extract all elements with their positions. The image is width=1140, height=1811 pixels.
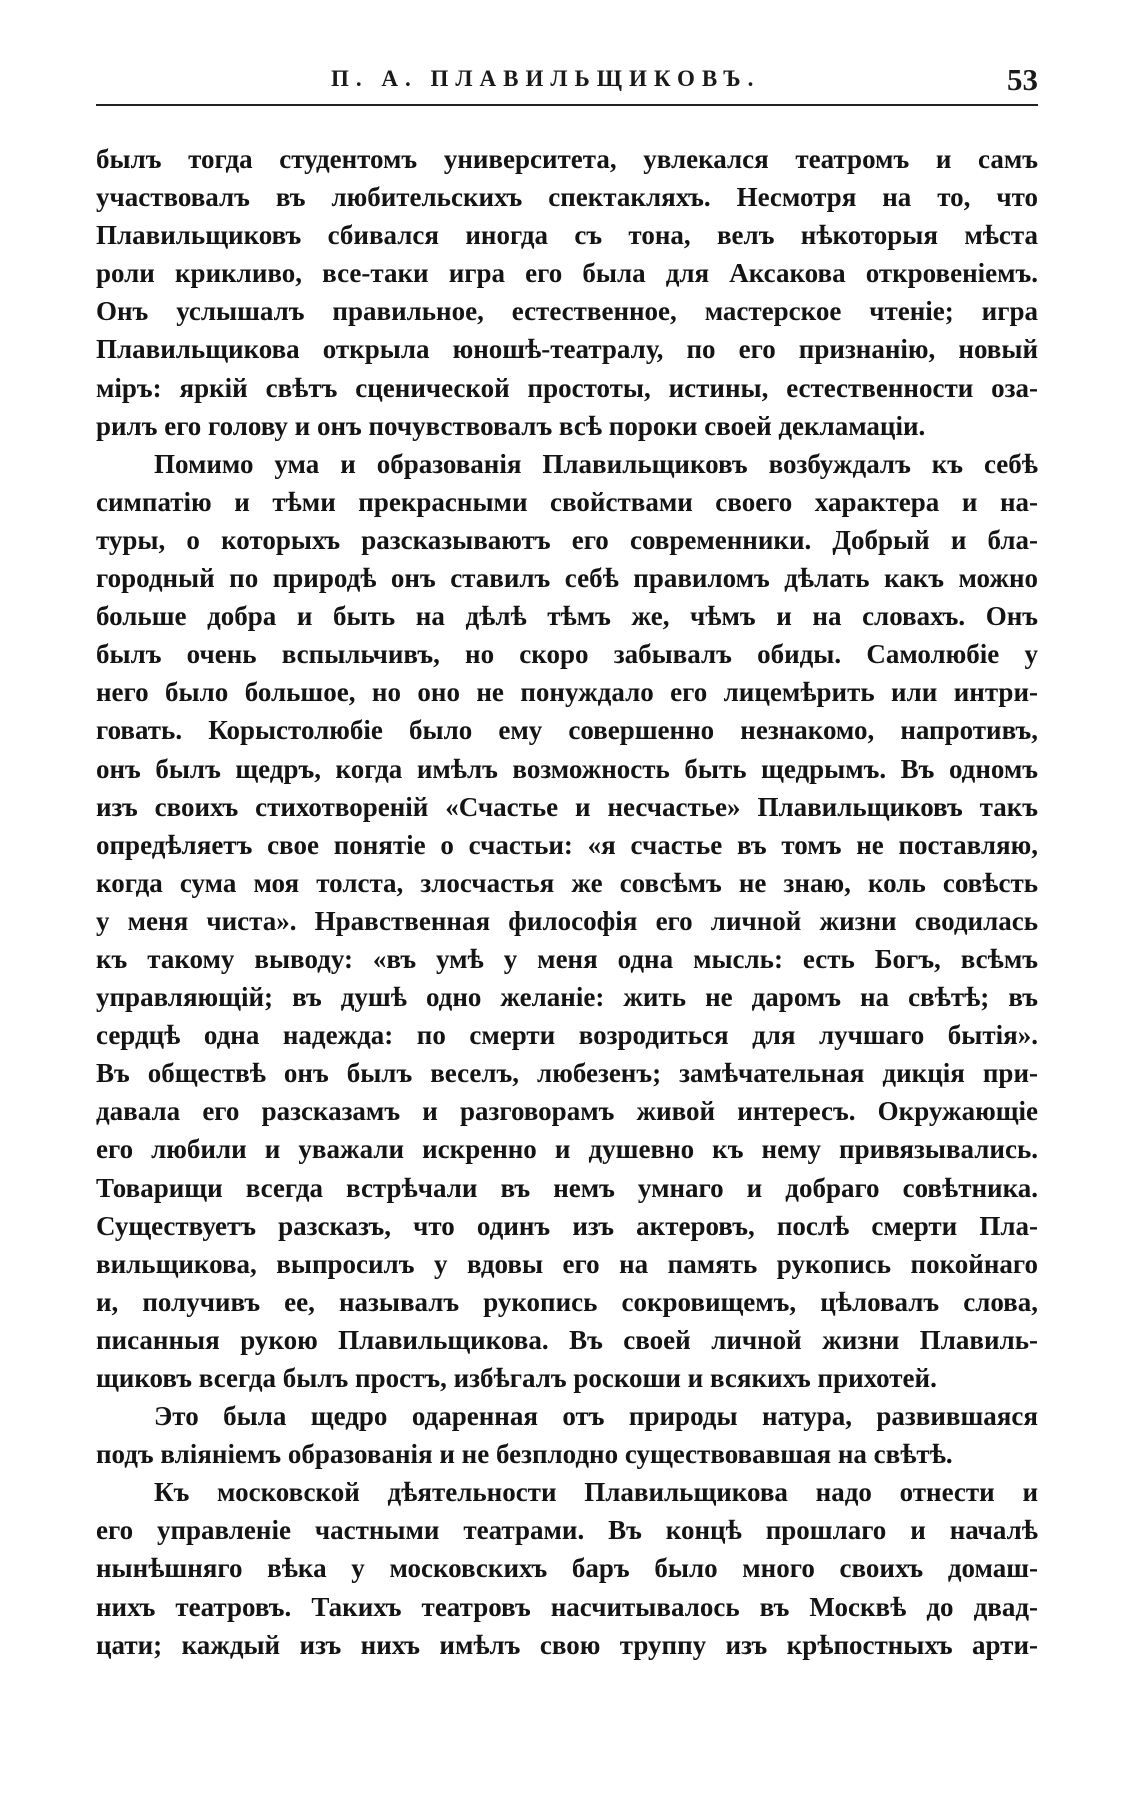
text-line: нынѣшняго вѣка у московскихъ баръ было много своихъ домаш- xyxy=(96,1553,1038,1584)
text-line: его управленіе частными театрами. Въ концѣ прошлаго и началѣ xyxy=(96,1515,1038,1546)
running-title: П. А. ПЛАВИЛЬЩИКОВЪ. xyxy=(331,66,761,91)
text-line: давала его разсказамъ и разговорамъ живой интересъ. Окружающіе xyxy=(96,1096,1038,1127)
header-rule xyxy=(96,104,1038,106)
text-line: сердцѣ одна надежда: по смерти возродиться для лучшаго бытія». xyxy=(96,1020,1038,1051)
paragraph-start-line: Къ московской дѣятельности Плавильщикова надо отнести и xyxy=(154,1477,1038,1508)
text-line: Онъ услышалъ правильное, естественное, мастерское чтеніе; игра xyxy=(96,296,1038,327)
text-line: нихъ театровъ. Такихъ театровъ насчитывалось въ Москвѣ до двад- xyxy=(96,1591,1038,1622)
text-line: роли крикливо, все-таки игра его была для Аксакова откровеніемъ. xyxy=(96,258,1038,289)
text-line: когда сума моя толста, злосчастья же совсѣмъ не знаю, коль совѣсть xyxy=(96,867,1038,898)
text-line: цати; каждый изъ нихъ имѣлъ свою труппу изъ крѣпостныхъ арти- xyxy=(96,1629,1038,1660)
text-line: него было большое, но оно не понуждало его лицемѣрить или интри- xyxy=(96,677,1038,708)
text-line: у меня чиста». Нравственная философія его личной жизни сводилась xyxy=(96,905,1038,936)
running-header xyxy=(96,62,1038,110)
page-number: 53 xyxy=(1007,62,1038,97)
text-line: щиковъ всегда былъ простъ, избѣгалъ роскоши и всякихъ прихотей. xyxy=(96,1363,937,1393)
text-line: больше добра и быть на дѣлѣ тѣмъ же, чѣмъ и на словахъ. Онъ xyxy=(96,601,1038,632)
text-line: Въ обществѣ онъ былъ веселъ, любезенъ; замѣчательная дикція при- xyxy=(96,1058,1038,1089)
text-line: туры, о которыхъ разсказываютъ его современники. Добрый и бла- xyxy=(96,524,1038,555)
text-line: былъ очень вспыльчивъ, но скоро забывалъ обиды. Самолюбіе у xyxy=(96,639,1038,670)
text-line: Плавильщиковъ сбивался иногда съ тона, велъ нѣкоторыя мѣста xyxy=(96,220,1038,251)
text-line: изъ своихъ стихотвореній «Счастье и несчастье» Плавильщиковъ такъ xyxy=(96,791,1038,822)
text-line: міръ: яркій свѣтъ сценической простоты, истины, естественности оза- xyxy=(96,372,1038,403)
text-line: управляющій; въ душѣ одно желаніе: жить не даромъ на свѣтѣ; въ xyxy=(96,982,1038,1013)
text-line: опредѣляетъ свое понятіе о счастьи: «я счастье въ томъ не поставляю, xyxy=(96,829,1038,860)
text-line: симпатію и тѣми прекрасными свойствами своего характера и на- xyxy=(96,486,1038,517)
paragraph-start-line: Это была щедро одаренная отъ природы натура, развившаяся xyxy=(154,1401,1038,1432)
text-line: его любили и уважали искренно и душевно къ нему привязывались. xyxy=(96,1134,1038,1165)
text-line: и, получивъ ее, называлъ рукопись сокровищемъ, цѣловалъ слова, xyxy=(96,1286,1038,1317)
text-line: участвовалъ въ любительскихъ спектакляхъ. Несмотря на то, что xyxy=(96,182,1038,213)
text-line: былъ тогда студентомъ университета, увлекался театромъ и самъ xyxy=(96,144,1038,174)
text-line: говать. Корыстолюбіе было ему совершенно незнакомо, напротивъ, xyxy=(96,715,1038,746)
text-line: городный по природѣ онъ ставилъ себѣ правиломъ дѣлать какъ можно xyxy=(96,563,1038,594)
text-line: къ такому выводу: «въ умѣ у меня одна мысль: есть Богъ, всѣмъ xyxy=(96,943,1038,974)
paragraph-start-line: Помимо ума и образованія Плавильщиковъ возбуждалъ къ себѣ xyxy=(154,448,1038,479)
body-text xyxy=(96,140,1038,1664)
text-line: онъ былъ щедръ, когда имѣлъ возможность быть щедрымъ. Въ одномъ xyxy=(96,753,1038,784)
text-line: писанныя рукою Плавильщикова. Въ своей личной жизни Плавиль- xyxy=(96,1324,1038,1355)
text-line: подъ вліяніемъ образованія и не безплодно существовавшая на свѣтѣ. xyxy=(96,1439,953,1470)
text-line: Товарищи всегда встрѣчали въ немъ умнаго и добраго совѣтника. xyxy=(96,1172,1038,1203)
text-line: Плавильщикова открыла юношѣ-театралу, по его признанію, новый xyxy=(96,334,1038,365)
text-line: Существуетъ разсказъ, что одинъ изъ актеровъ, послѣ смерти Пла- xyxy=(96,1210,1038,1241)
text-line: рилъ его голову и онъ почувствовалъ всѣ пороки своей декламаціи. xyxy=(96,410,926,441)
text-line: вильщикова, выпросилъ у вдовы его на память рукопись покойнаго xyxy=(96,1248,1038,1279)
